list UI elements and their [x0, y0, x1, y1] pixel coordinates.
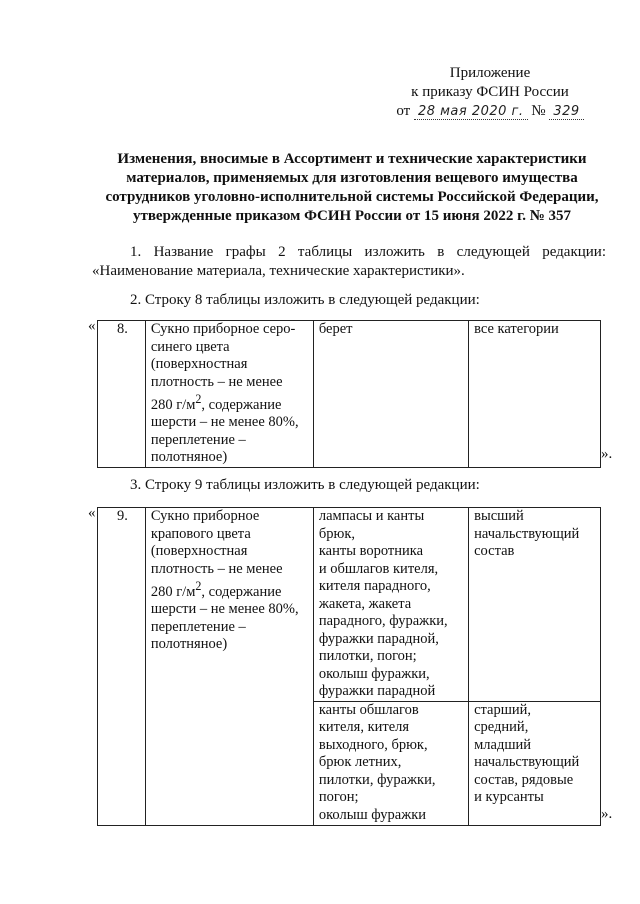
row8-material-text-end: , содержание шерсти – не менее 80%, переплетение – полотняное) [150, 396, 299, 466]
row8-material [145, 321, 313, 468]
row9-number: 9. [98, 508, 146, 826]
from-label: от [396, 103, 411, 119]
handwritten-number: 329 [549, 105, 583, 120]
number-label: № [531, 103, 546, 119]
row8-number: 8. [98, 321, 146, 468]
quote-close-row8: ». [601, 446, 613, 462]
row9-material-text-end: , содержание шерсти – не менее 80%, переплетение – полотняное) [150, 583, 299, 653]
row9-material [145, 508, 313, 826]
appendix-label: Приложение [449, 65, 531, 81]
document-title: Изменения, вносимые в Ассортимент и технические характеристики материалов, применяемых для изготовления вещевого имущества сотрудников уголовно-исполнительной системы Российской Федерации, утвержденные приказом ФСИН России от 15 июня 2022 г. № 357 [105, 151, 599, 224]
row9-category-a: высший начальствующий состав [469, 508, 601, 702]
appendix-date-line [372, 102, 608, 121]
appendix-header [372, 64, 608, 121]
row9-category-b: старший, средний, младший начальствующий состав, рядовые и курсанты [469, 701, 601, 825]
quote-open-row9: « [88, 505, 96, 521]
handwritten-date: 28 мая 2020 г. [414, 105, 528, 120]
paragraph-2: 2. Строку 8 таблицы изложить в следующей редакции: [130, 292, 480, 308]
row9-item-a: лампасы и канты брюк, канты воротника и обшлагов кителя, кителя парадного, жакета, жакета парадного, фуражки, фуражки парадной, пилотки, погон; околыш фуражки, фуражки парадной [313, 508, 468, 702]
appendix-order-ref: к приказу ФСИН России [411, 84, 569, 100]
row8-material-text: Сукно приборное серо- синего цвета (поверхностная плотность – не менее 280 г/м [150, 321, 296, 413]
row9-material-sup: 2 [195, 579, 202, 593]
row9-item-b: канты обшлагов кителя, кителя выходного, брюк, брюк летних, пилотки, фуражки, погон; околыш фуражки [313, 701, 468, 825]
quote-open-row8: « [88, 318, 96, 334]
row9-material-text: Сукно приборное крапового цвета (поверхностная плотность – не менее 280 г/м [150, 508, 283, 600]
row8-material-sup: 2 [195, 392, 202, 406]
quote-close-row9: ». [601, 806, 613, 822]
row8-item: берет [313, 321, 468, 468]
table-row-8 [97, 320, 601, 468]
paragraph-3: 3. Строку 9 таблицы изложить в следующей редакции: [130, 477, 480, 493]
table-row-9 [97, 507, 601, 826]
paragraph-1: 1. Название графы 2 таблицы изложить в следующей редакции: «Наименование материала, технические характеристики». [92, 244, 606, 279]
row8-category: все категории [469, 321, 601, 468]
